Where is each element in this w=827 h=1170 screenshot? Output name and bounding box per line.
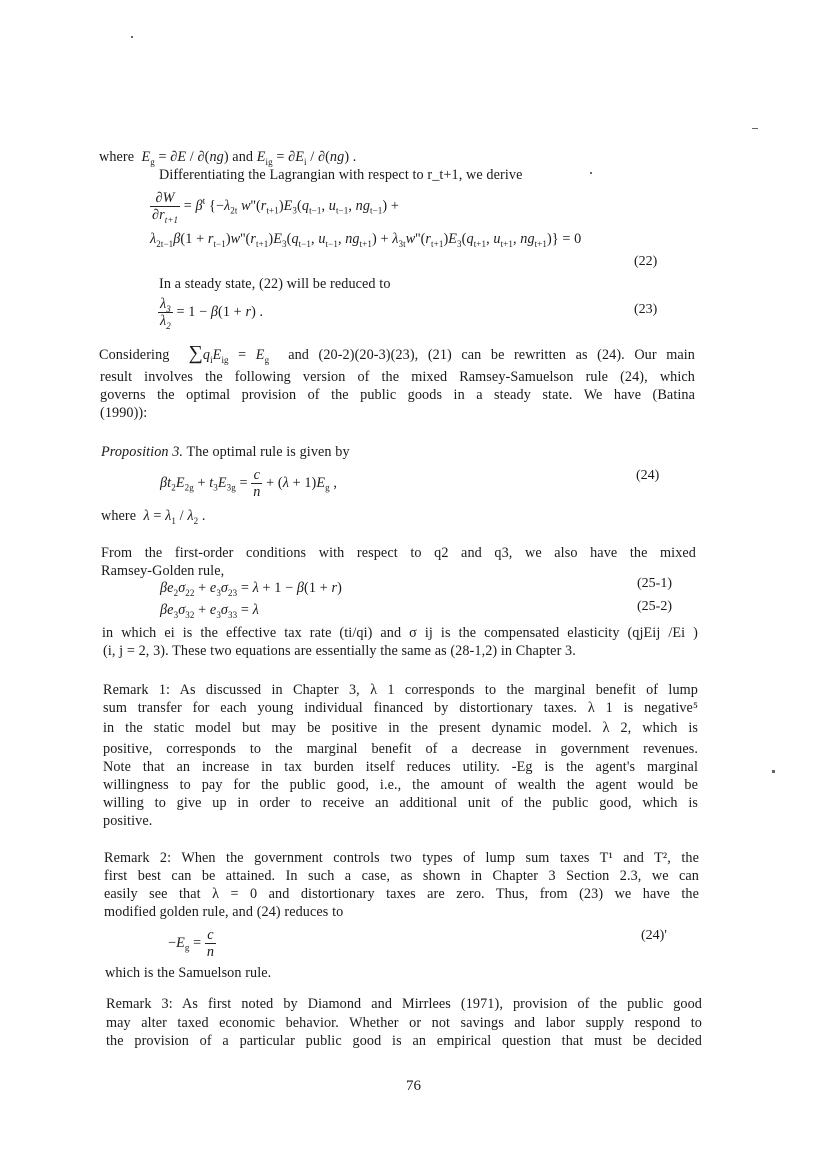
remark-1-line-8: positive.: [103, 813, 153, 829]
equation-23: $\frac{\lambda_3}{\lambda_2}$ = 1 − β(1 + r) .: [160, 296, 264, 331]
scan-speck: [131, 36, 133, 38]
remark-3-line-3: the provision of a particular public good is an empirical question that must be decided: [106, 1033, 702, 1049]
scan-speck: [590, 172, 592, 174]
equation-lagrangian-line-1: $\frac{\partial W}{\partial r_{t+1}}$ = $\beta^t$ {$-\lambda_{2t}$ $w''(r_{t+1})E_3(q_{t-1}$, $u_{t-1}$, $ng_{t-1}$) +: [152, 190, 399, 225]
equation-number-22: (22): [634, 254, 658, 269]
remark-2-line-1: Remark 2: When the government controls two types of lump sum taxes T¹ and T², the: [104, 850, 699, 866]
equation-24-prime: $-E_g$ = $\frac{c}{n}$: [168, 927, 215, 960]
equation-lagrangian-line-2: $\lambda_{2t-1}\beta(1 + r_{t-1})w''(r_{t+1})E_3(q_{t-1}$, $u_{t-1}$, $ng_{t+1}) + \lambda_{3t}w''(r_{t+1})E_3(q_{t+1}$, $u_{t+1}$, $ng_{t+1})\} = 0$: [150, 231, 582, 249]
remark-2-line-3: easily see that λ = 0 and distortionary taxes are zero. Thus, from (23) we have the: [104, 886, 699, 902]
line-steady-state: In a steady state, (22) will be reduced to: [159, 276, 391, 292]
line-where-lambda: where $\lambda = \lambda_1 / \lambda_2$ .: [101, 508, 206, 526]
line-differentiating: Differentiating the Lagrangian with respect to r_t+1, we derive: [159, 167, 523, 183]
line-result-involves: result involves the following version of the mixed Ramsey-Samuelson rule (24), which: [100, 369, 695, 385]
remark-1-line-6: willingness to pay for the public good, i.e., the amount of wealth the agent would be: [103, 777, 698, 793]
remark-1-line-5: Note that an increase in tax burden itself reduces utility. -Eg is the agent's marginal: [103, 759, 698, 775]
line-considering: Considering $\sum q_iE_{ig} = E_g$ and (20-2)(20-3)(23), (21) can be rewritten as (24). Our main: [99, 342, 695, 365]
remark-1-line-3: in the static model but may be positive in the present dynamic model. λ 2, which is: [103, 720, 698, 736]
line-samuelson-rule: which is the Samuelson rule.: [105, 965, 272, 981]
line-governs: governs the optimal provision of the public goods in a steady state. We have (Batina: [100, 387, 695, 403]
remark-1-line-7: willing to give up in order to receive an additional unit of the public good, which is: [103, 795, 698, 811]
line-where-eg: where $E_g = \partial E / \partial(ng)$ and $E_{ig} = \partial E_i / \partial(ng)$ .: [99, 149, 357, 167]
line-batina-year: (1990)):: [100, 405, 148, 421]
remark-1-line-1: Remark 1: As discussed in Chapter 3, λ 1 corresponds to the marginal benefit of lump: [103, 682, 698, 698]
remark-1-line-4: positive, corresponds to the marginal benefit of a decrease in government revenues.: [103, 741, 698, 757]
equation-number-24-prime: (24)': [641, 928, 667, 943]
remark-2-line-2: first best can be attained. In such a case, as shown in Chapter 3 Section 2.3, we can: [104, 868, 699, 884]
line-first-order: From the first-order conditions with respect to q2 and q3, we also have the mixed: [101, 545, 696, 561]
remark-3-line-1: Remark 3: As first noted by Diamond and Mirrlees (1971), provision of the public good: [106, 996, 702, 1012]
remark-2-line-4: modified golden rule, and (24) reduces to: [104, 904, 344, 920]
proposition-label: Proposition 3.: [101, 444, 184, 460]
equation-number-25-2: (25-2): [637, 599, 672, 614]
page-number: 76: [406, 1078, 421, 1094]
line-ij-chapter-3: (i, j = 2, 3). These two equations are essentially the same as (28-1,2) in Chapter 3.: [103, 643, 576, 659]
line-in-which: in which ei is the effective tax rate (ti/qi) and σ ij is the compensated elasticity (qjEij /Ei ): [102, 625, 698, 641]
remark-3-line-2: may alter taxed economic behavior. Whether or not savings and labor supply respond to: [106, 1015, 702, 1031]
line-proposition-3: [101, 443, 350, 461]
fraction-c-n-prime: $\frac{c}{n}$: [206, 927, 215, 960]
scan-speck: [772, 770, 775, 773]
equation-25-2: $\beta e_3\sigma_{32} + e_3\sigma_{33} = \lambda$: [160, 602, 259, 620]
proposition-text: The optimal rule is given by: [183, 444, 350, 460]
scan-speck: [752, 128, 758, 129]
equation-number-25-1: (25-1): [637, 576, 672, 591]
equation-number-24: (24): [636, 468, 660, 483]
equation-25-1: $\beta e_2\sigma_{22} + e_3\sigma_{23} = \lambda + 1 - \beta(1 + r)$: [160, 580, 342, 598]
fraction-dW-dr: $\frac{\partial W}{\partial r_{t+1}}$: [152, 190, 179, 225]
equation-number-23: (23): [634, 302, 658, 317]
remark-1-line-2: sum transfer for each young individual financed by distortionary taxes. λ 1 is negative⁵: [103, 700, 698, 716]
line-ramsey-golden: Ramsey-Golden rule,: [101, 563, 225, 579]
equation-24: $\beta t_2E_{2g} + t_3E_{3g}$ = $\frac{c}{n}$ + $(\lambda + 1)E_g$ ,: [160, 467, 338, 500]
fraction-lambda3-lambda2: $\frac{\lambda_3}{\lambda_2}$: [160, 296, 171, 331]
fraction-c-n: $\frac{c}{n}$: [253, 467, 261, 500]
